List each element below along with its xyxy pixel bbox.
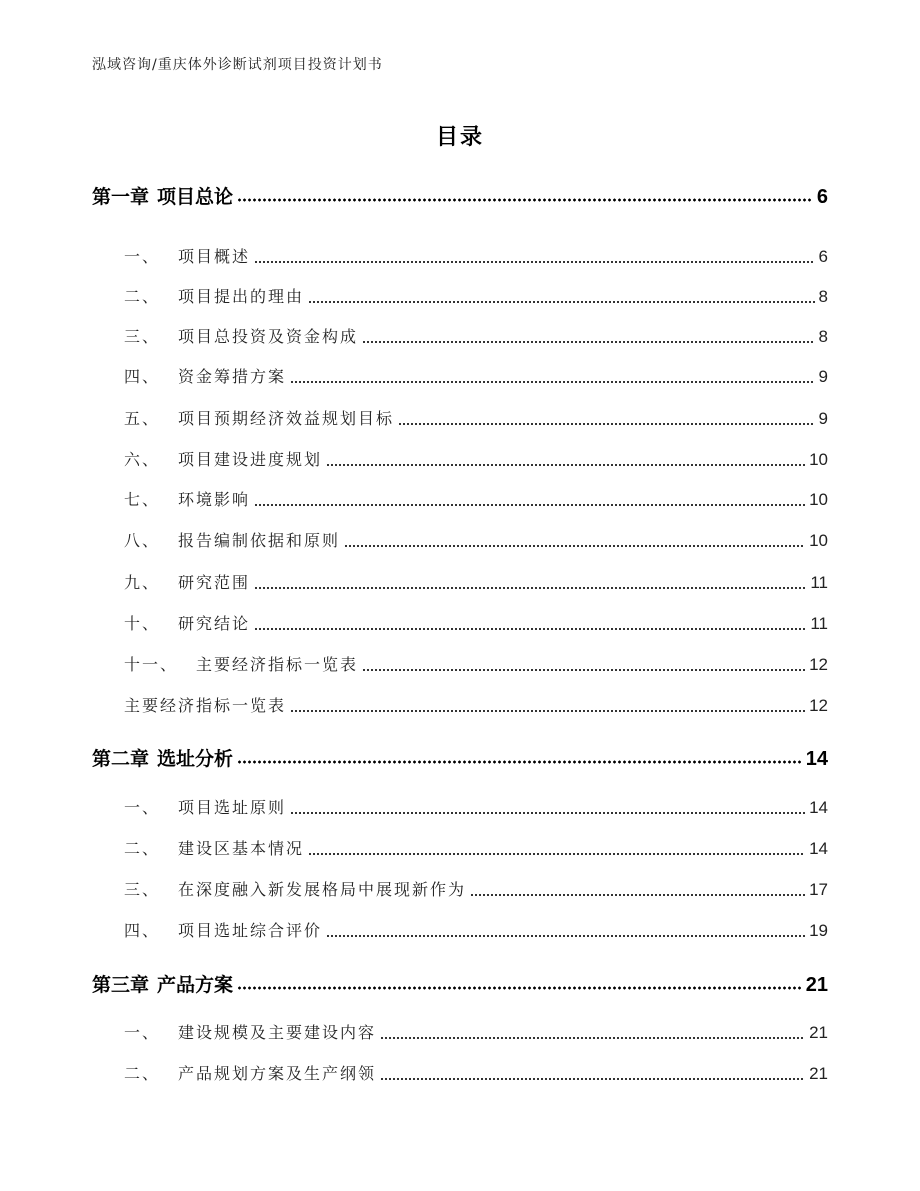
entry-page-number: 10 [809,490,828,509]
dot-leader [290,709,805,713]
dot-leader [308,300,815,304]
dot-leader [237,986,802,990]
entry-page-number: 11 [810,573,828,592]
entry-number: 二、 [124,839,161,858]
entry-title: 选址分析 [157,748,234,770]
toc-section-entry[interactable] [124,652,828,680]
entry-number: 九、 [124,573,161,592]
toc-section-entry[interactable] [124,324,828,352]
entry-number: 二、 [124,287,161,306]
entry-title: 主要经济指标一览表 [196,655,359,674]
entry-page-number: 14 [805,748,828,770]
entry-page-number: 9 [818,409,828,428]
entry-title: 项目选址综合评价 [178,921,323,940]
toc-section-entry[interactable] [124,528,828,556]
entry-page-number: 12 [809,696,828,715]
entry-page-number: 19 [809,921,828,940]
entry-title: 主要经济指标一览表 [124,696,287,715]
dot-leader [254,260,815,264]
entry-title: 项目总投资及资金构成 [178,327,359,346]
toc-section-entry[interactable] [124,693,828,721]
toc-section-entry[interactable] [124,284,828,312]
entry-title: 建设区基本情况 [178,839,305,858]
toc-chapter-entry[interactable] [92,182,828,210]
toc-section-entry[interactable] [124,877,828,905]
entry-title: 项目预期经济效益规划目标 [178,409,395,428]
entry-title: 资金筹措方案 [178,367,287,386]
toc-section-entry[interactable] [124,1020,828,1048]
toc-section-entry[interactable] [124,244,828,272]
dot-leader [237,198,813,202]
toc-section-entry[interactable] [124,611,828,639]
dot-leader [290,811,805,815]
dot-leader [398,422,815,426]
entry-number: 第一章 [92,186,150,208]
entry-page-number: 6 [818,247,828,266]
dot-leader [326,463,805,467]
toc-section-entry[interactable] [124,364,828,392]
running-header: 泓域咨询/重庆体外诊断试剂项目投资计划书 [92,57,383,73]
toc-section-entry[interactable] [124,447,828,475]
dot-leader [254,586,806,590]
entry-number: 十、 [124,614,161,633]
entry-page-number: 21 [809,1064,828,1083]
entry-title: 报告编制依据和原则 [178,531,341,550]
toc-title: 目录 [435,125,484,150]
entry-title: 产品规划方案及生产纲领 [178,1064,377,1083]
entry-page-number: 9 [818,367,828,386]
entry-number: 四、 [124,921,161,940]
entry-number: 五、 [124,409,161,428]
entry-number: 七、 [124,490,161,509]
entry-title: 项目概述 [178,247,251,266]
entry-title: 项目提出的理由 [178,287,305,306]
entry-page-number: 11 [810,614,828,633]
dot-leader [254,627,806,631]
entry-number: 六、 [124,450,161,469]
entry-page-number: 10 [809,531,828,550]
toc-section-entry[interactable] [124,918,828,946]
entry-title: 环境影响 [178,490,251,509]
dot-leader [380,1077,805,1081]
entry-number: 十一、 [124,655,179,674]
dot-leader [380,1036,805,1040]
toc-chapter-entry[interactable] [92,970,828,998]
entry-number: 一、 [124,1023,161,1042]
toc-chapter-entry[interactable] [92,744,828,772]
entry-page-number: 10 [809,450,828,469]
dot-leader [344,544,805,548]
entry-number: 一、 [124,247,161,266]
dot-leader [290,380,815,384]
entry-number: 三、 [124,327,161,346]
entry-number: 第三章 [92,974,150,996]
entry-number: 二、 [124,1064,161,1083]
toc-section-entry[interactable] [124,836,828,864]
entry-page-number: 12 [809,655,828,674]
entry-page-number: 14 [809,839,828,858]
toc-section-entry[interactable] [124,1061,828,1089]
dot-leader [254,503,805,507]
entry-title: 研究范围 [178,573,251,592]
entry-number: 三、 [124,880,161,899]
entry-page-number: 14 [809,798,828,817]
toc-section-entry[interactable] [124,487,828,515]
toc-section-entry[interactable] [124,570,828,598]
entry-title: 研究结论 [178,614,251,633]
entry-page-number: 6 [816,186,828,208]
entry-title: 项目总论 [157,186,234,208]
dot-leader [308,852,805,856]
entry-page-number: 21 [809,1023,828,1042]
entry-title: 项目选址原则 [178,798,287,817]
dot-leader [237,760,802,764]
dot-leader [326,934,805,938]
entry-title: 建设规模及主要建设内容 [178,1023,377,1042]
entry-number: 一、 [124,798,161,817]
entry-page-number: 21 [805,974,828,996]
entry-page-number: 8 [818,327,828,346]
entry-title: 项目建设进度规划 [178,450,323,469]
entry-page-number: 17 [809,880,828,899]
entry-number: 八、 [124,531,161,550]
entry-title: 在深度融入新发展格局中展现新作为 [178,880,467,899]
entry-title: 产品方案 [157,974,234,996]
entry-number: 四、 [124,367,161,386]
dot-leader [362,340,815,344]
toc-section-entry[interactable] [124,406,828,434]
entry-page-number: 8 [818,287,828,306]
entry-number: 第二章 [92,748,150,770]
dot-leader [362,668,805,672]
dot-leader [470,893,805,897]
toc-section-entry[interactable] [124,795,828,823]
